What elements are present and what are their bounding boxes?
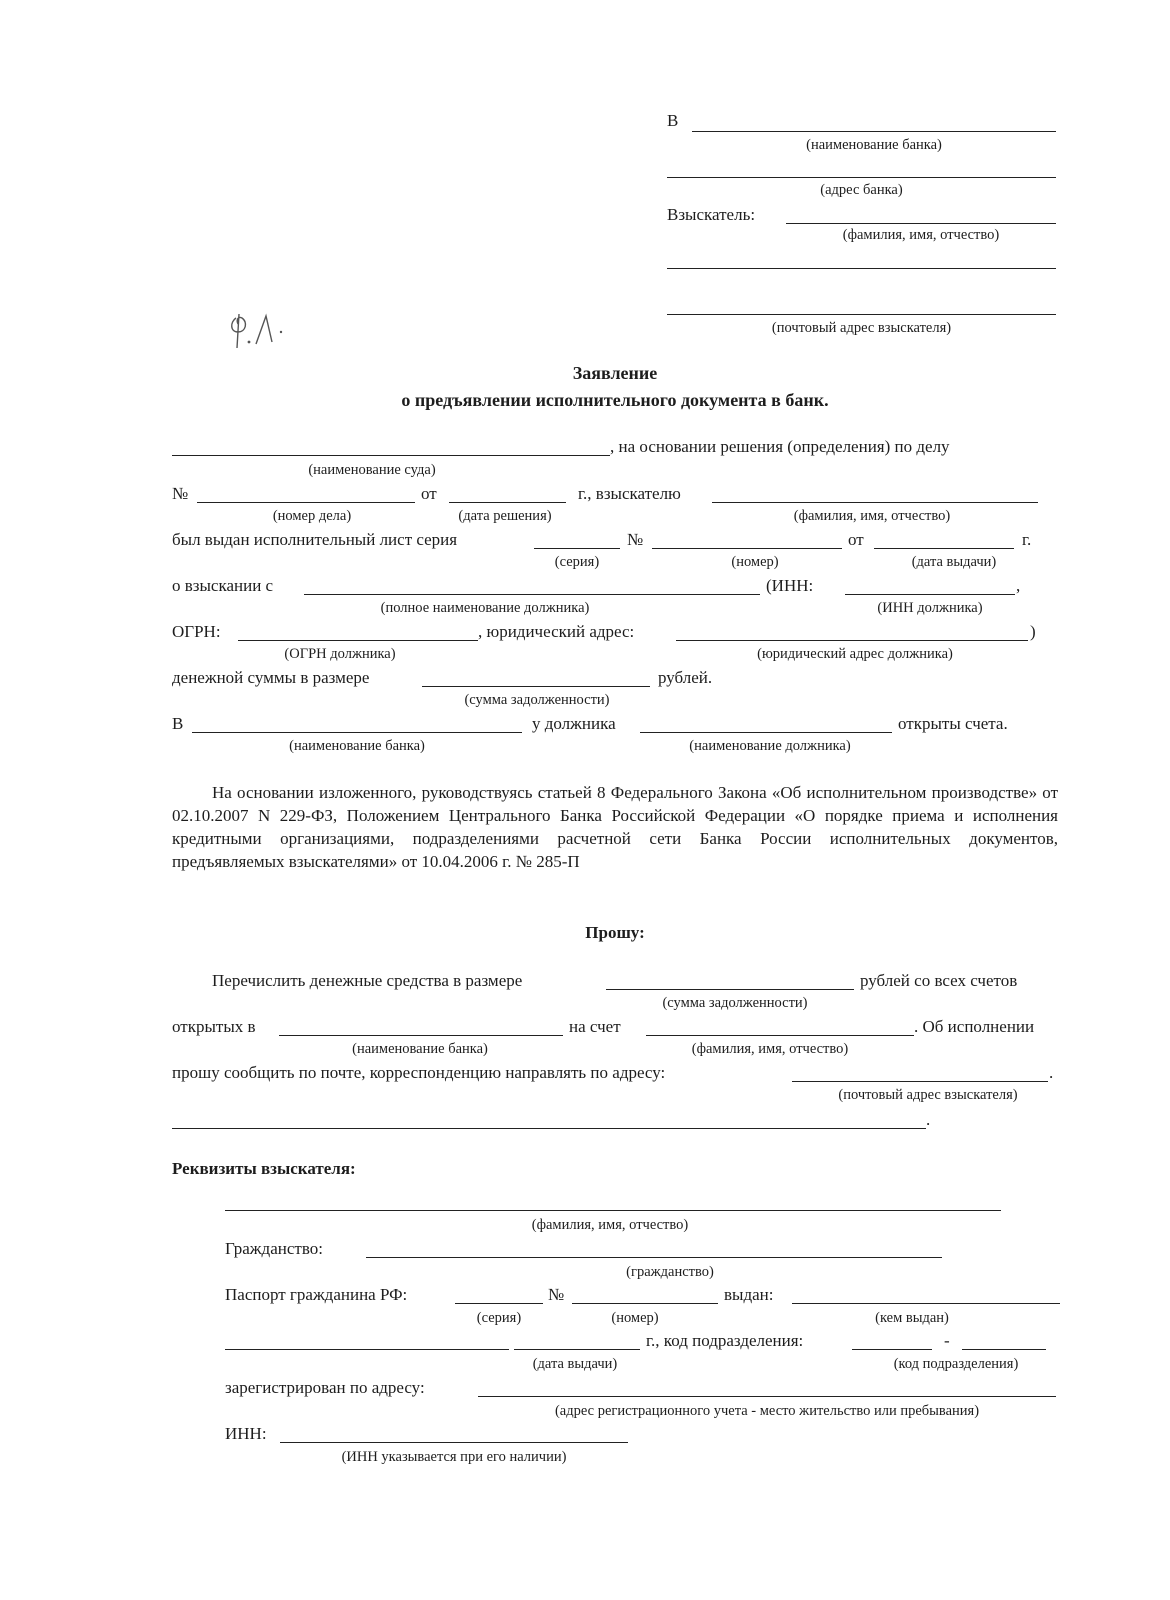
claimant-fio-field[interactable] (712, 502, 1038, 503)
req-inn-label: ИНН: (225, 1424, 267, 1443)
number-hint: (номер) (731, 554, 779, 570)
court-suffix: , на основании решения (определения) по делу (610, 437, 950, 456)
notify-text: прошу сообщить по почте, корреспонденцию направлять по адресу: (172, 1063, 666, 1082)
req-inn-hint: (ИНН указывается при его наличии) (341, 1449, 567, 1465)
issue-date-hint: (дата выдачи) (911, 554, 997, 570)
handwritten-dot (248, 341, 251, 344)
account-holder-field[interactable] (646, 1035, 914, 1036)
debtor-inn-field[interactable] (845, 594, 1015, 595)
writ-number-field[interactable] (652, 548, 842, 549)
registration-address-field[interactable] (478, 1396, 1056, 1397)
transfer-text: Перечислить денежные средства в размере (212, 971, 523, 990)
case-no-sign: № (172, 484, 189, 503)
debtor-inn-hint: (ИНН должника) (877, 600, 983, 616)
passport-series-hint: (серия) (476, 1310, 522, 1326)
about-execution: . Об исполнении (914, 1017, 1035, 1036)
case-no-hint: (номер дела) (272, 508, 352, 524)
claimant-address-field-1[interactable] (667, 268, 1056, 269)
issue-date-field-1[interactable] (225, 1349, 509, 1350)
rubles-text: рублей. (658, 668, 713, 687)
bank-address-hint: (адрес банка) (820, 182, 903, 198)
legal-address-field[interactable] (676, 640, 1028, 641)
source-bank-field[interactable] (279, 1035, 563, 1036)
issued-label: выдан: (724, 1285, 774, 1304)
notify-dot: . (1049, 1063, 1054, 1082)
court-hint: (наименование суда) (308, 462, 436, 478)
debtor-bank-field[interactable] (192, 732, 522, 733)
bank-name-hint: (наименование банка) (806, 137, 942, 153)
inn-comma: , (1016, 576, 1021, 595)
legal-basis-paragraph: На основании изложенного, руководствуясь статьей 8 Федерального Закона «Об исполнительном производстве» от 02.10.2007 N 229-ФЗ, Положением Центрального Банка Российской Федерации «О порядке приема и исполнения кредитными организациями, подразделениями расчетной сети Банка России исполнительных документов, предъявляемых взыскателями» от 10.04.2006 г. № 285-П (172, 783, 1058, 871)
division-text: г., код подразделения: (646, 1331, 804, 1350)
citizenship-label: Гражданство: (225, 1239, 323, 1258)
bank-prefix: В (667, 111, 679, 130)
division-code-hint: (код подразделения) (893, 1356, 1019, 1372)
req-fio-field[interactable] (225, 1210, 1001, 1211)
requisites-heading: Реквизиты взыскателя: (172, 1159, 356, 1178)
division-dash: - (944, 1331, 950, 1350)
claimant-address-field-2[interactable] (667, 314, 1056, 315)
decision-date-hint: (дата решения) (458, 508, 552, 524)
debtor-bank-hint: (наименование банка) (289, 738, 425, 754)
claimant-label: Взыскатель: (667, 205, 756, 224)
close-paren: ) (1030, 622, 1036, 641)
writ-text: был выдан исполнительный лист серия (172, 530, 458, 549)
rubles-all: рублей со всех счетов (860, 971, 1018, 990)
year-word: г. (1022, 530, 1032, 549)
writ-date-field[interactable] (874, 548, 1014, 549)
passport-issue-date-hint: (дата выдачи) (532, 1356, 618, 1372)
transfer-sum-field[interactable] (606, 989, 854, 990)
handwritten-l (256, 316, 272, 344)
inn-open: (ИНН: (766, 576, 814, 595)
decision-date-field[interactable] (449, 502, 566, 503)
passport-number-field[interactable] (572, 1303, 718, 1304)
legal-address-text: , юридический адрес: (478, 622, 635, 641)
handwritten-dot-2 (280, 331, 282, 333)
debtor-full-name-field[interactable] (304, 594, 760, 595)
registration-hint: (адрес регистрационного учета - место жительство или пребывания) (554, 1403, 980, 1419)
division-code-field-2[interactable] (962, 1349, 1046, 1350)
issued-by-hint: (кем выдан) (875, 1310, 949, 1326)
ogrn-field[interactable] (238, 640, 478, 641)
sum-text: денежной суммы в размере (172, 668, 370, 687)
bank-name-field[interactable] (692, 131, 1056, 132)
req-inn-field[interactable] (280, 1442, 628, 1443)
writ-series-field[interactable] (534, 548, 620, 549)
ogrn-hint: (ОГРН должника) (284, 646, 396, 662)
citizenship-hint: (гражданство) (626, 1264, 714, 1280)
passport-number-hint: (номер) (611, 1310, 659, 1326)
accounts-opened: открыты счета. (898, 714, 1008, 733)
debt-sum-hint: (сумма задолженности) (464, 692, 610, 708)
handwritten-f (232, 314, 246, 348)
passport-label: Паспорт гражданина РФ: (225, 1285, 408, 1304)
notify-address-hint: (почтовый адрес взыскателя) (838, 1087, 1018, 1103)
issued-by-field[interactable] (792, 1303, 1060, 1304)
notify-dot-2: . (926, 1110, 931, 1129)
division-code-field-1[interactable] (852, 1349, 932, 1350)
citizenship-field[interactable] (366, 1257, 942, 1258)
doc-title: Заявление (572, 363, 658, 383)
debtor-name-hint: (наименование должника) (689, 738, 851, 754)
from-word-2: от (848, 530, 864, 549)
writ-no-sign: № (627, 530, 644, 549)
ogrn-label: ОГРН: (172, 622, 221, 641)
transfer-sum-hint: (сумма задолженности) (662, 995, 808, 1011)
bank-address-field[interactable] (667, 177, 1056, 178)
case-number-field[interactable] (197, 502, 415, 503)
request-heading: Прошу: (585, 923, 645, 942)
to-account: на счет (569, 1017, 621, 1036)
claimant-address-hint: (почтовый адрес взыскателя) (771, 320, 952, 336)
req-fio-hint: (фамилия, имя, отчество) (531, 1217, 689, 1233)
issue-date-field-2[interactable] (514, 1349, 640, 1350)
passport-series-field[interactable] (455, 1303, 543, 1304)
debtor-has: у должника (532, 714, 616, 733)
debt-sum-field[interactable] (422, 686, 650, 687)
doc-subtitle: о предъявлении исполнительного документа в банк. (401, 390, 829, 410)
recovery-prefix: о взыскании с (172, 576, 274, 595)
account-holder-hint: (фамилия, имя, отчество) (691, 1041, 849, 1057)
passport-no-sign: № (548, 1285, 565, 1304)
court-name-field[interactable] (172, 455, 610, 456)
debtor-name-field[interactable] (640, 732, 892, 733)
debtor-full-name-hint: (полное наименование должника) (380, 600, 590, 616)
registered-label: зарегистрирован по адресу: (225, 1378, 425, 1397)
notify-address-field[interactable] (792, 1081, 1048, 1082)
claimant-fio-hint: (фамилия, имя, отчество) (793, 508, 951, 524)
legal-address-hint: (юридический адрес должника) (757, 646, 953, 662)
handwritten-note (226, 308, 306, 358)
source-bank-hint: (наименование банка) (352, 1041, 488, 1057)
series-hint: (серия) (554, 554, 600, 570)
year-claimant: г., взыскателю (578, 484, 681, 503)
from-word: от (421, 484, 437, 503)
in-prefix: В (172, 714, 184, 733)
claimant-name-field[interactable] (786, 223, 1056, 224)
notify-address-field-2[interactable] (172, 1128, 926, 1129)
claimant-name-hint: (фамилия, имя, отчество) (842, 227, 1000, 243)
opened-in: открытых в (172, 1017, 256, 1036)
